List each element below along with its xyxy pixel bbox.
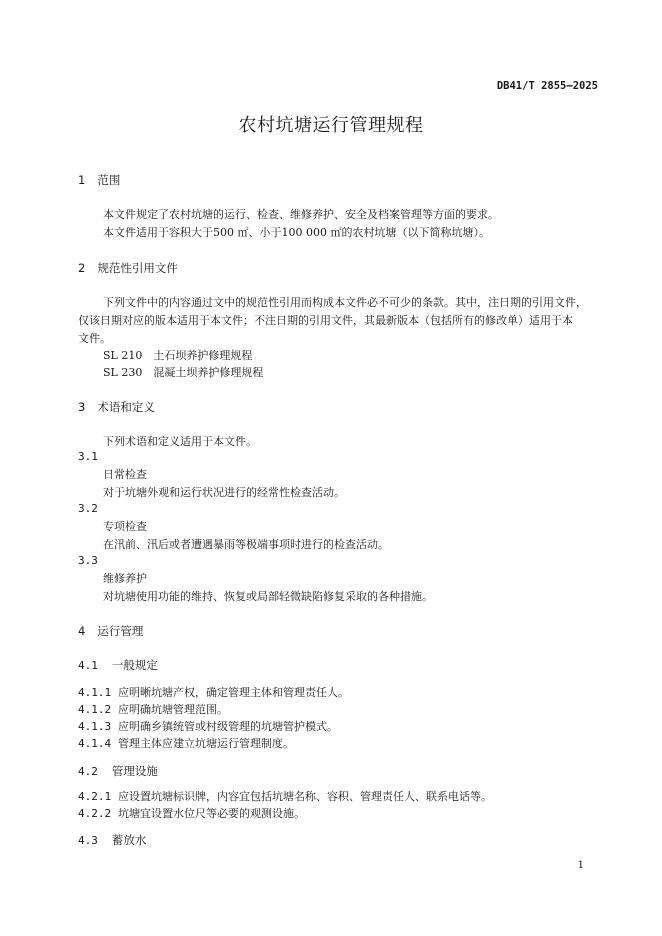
- section-title: 规范性引用文件: [97, 261, 178, 275]
- term-number: 3.1: [78, 450, 98, 463]
- clause-item: [78, 735, 294, 751]
- clause-item: [78, 701, 228, 717]
- reference-item: SL 210 土石坝养护修理规程: [103, 349, 253, 362]
- term-definition: 在汛前、汛后或者遭遇暴雨等极端事项时进行的检查活动。: [103, 538, 389, 551]
- term-name: 维修养护: [103, 572, 147, 585]
- section-2-paragraph-line-2: 仅该日期对应的版本适用于本文件；不注日期的引用文件，其最新版本（包括所有的修改单）适用于本: [78, 314, 573, 327]
- reference-item: SL 230 混凝土坝养护修理规程: [103, 366, 264, 379]
- section-2-paragraph-line-3: 文件。: [78, 332, 111, 345]
- clause-number: 4.2.1: [78, 790, 112, 803]
- section-2-heading: [78, 260, 178, 276]
- clause-number: 4.1.3: [78, 720, 112, 733]
- clause-item: [78, 718, 338, 734]
- clause-item: [78, 684, 349, 700]
- section-title: 术语和定义: [97, 400, 155, 414]
- clause-number: 4.1.4: [78, 737, 112, 750]
- term-number: 3.3: [78, 554, 98, 567]
- term-name: 专项检查: [103, 520, 147, 533]
- subsection-title: 蓄放水: [111, 833, 147, 847]
- section-number: 3: [78, 400, 86, 414]
- clause-number: 4.1.2: [78, 703, 112, 716]
- term-number: 3.2: [78, 502, 98, 515]
- section-number: 4: [78, 624, 86, 638]
- section-3-intro: 下列术语和定义适用于本文件。: [103, 435, 257, 448]
- subsection-title: 管理设施: [111, 764, 158, 778]
- subsection-title: 一般规定: [111, 658, 158, 672]
- clause-item: [78, 805, 305, 821]
- standard-number: DB41/T 2855—2025: [496, 80, 598, 92]
- clause-text: 管理主体应建立坑塘运行管理制度。: [118, 737, 294, 750]
- subsection-number: 4.1: [78, 659, 98, 672]
- section-1-heading: [78, 172, 120, 188]
- document-title: 农村坑塘运行管理规程: [238, 115, 424, 136]
- clause-text: 应设置坑塘标识牌，内容宜包括坑塘名称、容积、管理责任人、联系电话等。: [118, 790, 492, 803]
- subsection-4-2-heading: [78, 763, 158, 779]
- term-name: 日常检查: [103, 468, 147, 481]
- section-2-paragraph-line-1: 下列文件中的内容通过文中的规范性引用而构成本文件必不可少的条款。其中，注日期的引用文件，: [103, 296, 587, 309]
- subsection-number: 4.3: [78, 834, 98, 847]
- clause-number: 4.1.1: [78, 686, 112, 699]
- term-definition: 对于坑塘外观和运行状况进行的经常性检查活动。: [103, 486, 345, 499]
- page-number: 1: [577, 860, 584, 871]
- clause-number: 4.2.2: [78, 807, 112, 820]
- clause-text: 应明确乡镇统管或村级管理的坑塘管护模式。: [118, 720, 338, 733]
- section-4-heading: [78, 623, 143, 639]
- section-1-paragraph-1: 本文件规定了农村坑塘的运行、检查、维修养护、安全及档案管理等方面的要求。: [103, 208, 499, 221]
- subsection-4-3-heading: [78, 832, 146, 848]
- clause-text: 应明确坑塘管理范围。: [118, 703, 228, 716]
- section-number: 2: [78, 261, 86, 275]
- section-3-heading: [78, 399, 155, 415]
- clause-text: 应明晰坑塘产权，确定管理主体和管理责任人。: [118, 686, 349, 699]
- term-definition: 对坑塘使用功能的维持、恢复或局部轻微缺陷修复采取的各种措施。: [103, 590, 433, 603]
- clause-item: [78, 788, 492, 804]
- subsection-4-1-heading: [78, 657, 158, 673]
- section-title: 运行管理: [97, 624, 144, 638]
- subsection-number: 4.2: [78, 765, 98, 778]
- section-number: 1: [78, 173, 86, 187]
- section-title: 范围: [97, 173, 121, 187]
- section-1-paragraph-2: 本文件适用于容积大于500 ㎡、小于100 000 ㎡的农村坑塘（以下简称坑塘）。: [103, 226, 490, 239]
- clause-text: 坑塘宜设置水位尺等必要的观测设施。: [118, 807, 305, 820]
